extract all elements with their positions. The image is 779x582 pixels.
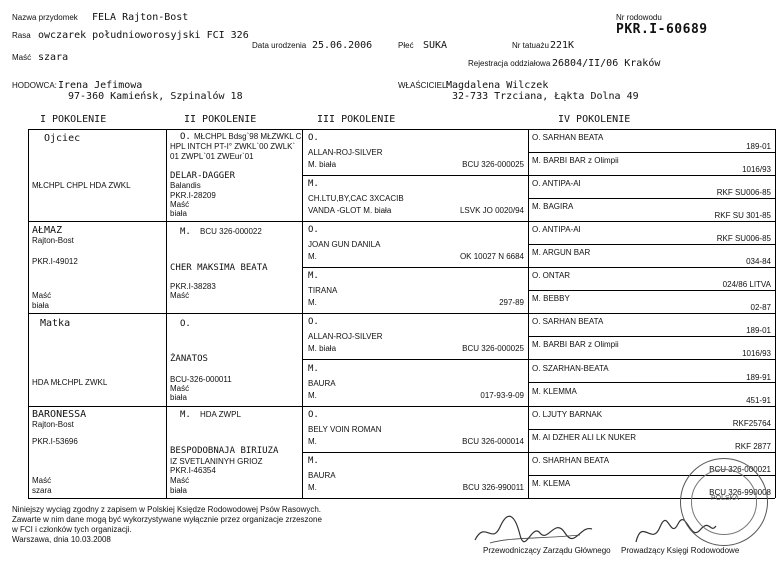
gen2-a-titles1: MŁCHPL Bdsg`98 MŁZWKL C	[194, 132, 302, 141]
birth-label: Data urodzenia	[252, 41, 307, 50]
gen2-c-name: ŻANATOS	[170, 354, 208, 364]
gen4-dam: M. BARBI BAR z Olimpii	[532, 156, 619, 165]
gen2-a-color-label: Maść	[170, 200, 190, 209]
column-header-gen2: II POKOLENIE	[184, 114, 257, 125]
column-header-gen3: III POKOLENIE	[317, 114, 396, 125]
gen2-c-reg: BCU-326-000011	[170, 375, 232, 384]
gen4-sire: O. ANTIPA-AI	[532, 225, 581, 235]
gen3-reg: LSVK JO 0020/94	[459, 206, 524, 216]
gen4-sire-reg: RKF25764	[732, 418, 771, 428]
sire-name: AŁMAZ	[32, 225, 63, 236]
gen4-dam: M. BAGIRA	[532, 202, 574, 212]
gen3-name: ALLAN-ROJ-SILVER	[308, 332, 383, 342]
sire-kennel: Rajton-Bost	[32, 236, 74, 245]
gen2-b-m: M.	[180, 227, 191, 237]
gen2-b-reg-top: BCU 326-000022	[200, 227, 262, 236]
gen3-sub: VANDA -GLOT M. biała	[308, 206, 392, 216]
signature-1-label: Przewodniczący Zarządu Głównego	[483, 546, 611, 555]
gen2-d-color-label: Maść	[170, 476, 190, 485]
column-header-gen1: I POKOLENIE	[40, 114, 107, 125]
gen4-sire-reg: RKF SU006-85	[716, 188, 771, 198]
gen3-name: BELY VOIN ROMAN	[308, 424, 382, 434]
gen3-marker: M.	[308, 271, 319, 282]
breed-label: Rasa	[12, 31, 31, 40]
gen3-reg: 297-89	[499, 298, 524, 308]
gen4-dam-reg: 451-91	[746, 395, 771, 405]
gen2-a-kennel: Balandis	[170, 181, 201, 190]
gen4-dam-reg: 1016/93	[742, 165, 771, 174]
gen2-d-reg: PKR.I-46354	[170, 466, 216, 475]
sex-value: SUKA	[423, 40, 448, 51]
breeder-address: 97-360 Kamieńsk, Szpinalów 18	[68, 91, 243, 102]
dam-kennel: Rajton-Bost	[32, 420, 74, 429]
gen3-sub: M.	[308, 298, 317, 308]
gen3-name: CH.LTU,BY,CAC 3XCACIB	[308, 194, 404, 204]
sex-label: Płeć	[398, 41, 414, 50]
gen3-marker: M.	[308, 363, 319, 374]
sire-reg: PKR.I-49012	[32, 257, 78, 266]
official-stamp-icon: POLSKA	[680, 458, 768, 546]
gen4-sire-reg: 189-91	[746, 372, 771, 382]
gen3-reg: OK 10027 N 6684	[459, 252, 524, 262]
gen2-b-name: CHER MAKSIMA BEATA	[170, 263, 268, 273]
gen4-dam-reg: RKF SU 301-85	[714, 211, 771, 221]
gen4-sire: O. SHARHAN BEATA	[532, 455, 610, 465]
dam-color-label: Maść	[32, 476, 52, 485]
gen3-sub: M.	[308, 482, 317, 492]
sire-label: Ojciec	[44, 133, 81, 144]
gen4-sire: O. LJUTY BARNAK	[532, 409, 603, 419]
gen2-c-color-label: Maść	[170, 384, 190, 393]
gen3-reg: 017-93-9-09	[480, 390, 524, 400]
gen4-sire: O. SARHAN BEATA	[532, 133, 604, 142]
gen2-a-titles3: 01 ZWPL`01 ZWEur`01	[170, 152, 254, 161]
gen4-dam: M. BARBI BAR z Olimpii	[532, 340, 619, 350]
owner2-address: 32-733 Trzciana, Łąkta Dolna 49	[452, 91, 639, 102]
gen2-a-reg: PKR.I-28209	[170, 191, 216, 200]
gen3-name: JOAN GUN DANILA	[308, 240, 381, 250]
registration-value: 26804/II/06 Kraków	[552, 58, 661, 69]
gen4-sire-reg: BCU 326-000021	[709, 464, 771, 474]
breeder-name: Irena Jefimowa	[58, 80, 143, 91]
gen2-a-color: biała	[170, 209, 187, 218]
gen3-sub: M. biała	[308, 160, 337, 169]
footer-line-4: Warszawa, dnia 10.03.2008	[12, 535, 111, 544]
gen2-d-color: biała	[170, 486, 187, 495]
birth-value: 25.06.2006	[312, 40, 373, 51]
gen4-dam-reg: 1016/93	[742, 349, 771, 359]
sire-titles: MŁCHPL CHPL HDA ZWKL	[32, 181, 131, 190]
gen4-dam: M. KLEMA	[532, 478, 571, 488]
pedigree-number-label: Nr rodowodu	[616, 13, 662, 22]
gen4-dam-reg: 034-84	[746, 257, 771, 267]
gen3-name: BAURA	[308, 470, 336, 480]
gen3-reg: BCU 326-000014	[462, 436, 524, 446]
column-header-gen4: IV POKOLENIE	[558, 114, 631, 125]
gen4-sire: O. ONTAR	[532, 271, 571, 281]
gen3-sub: M.	[308, 252, 317, 262]
gen3-marker: O.	[308, 317, 319, 328]
gen3-marker: O.	[308, 225, 319, 236]
sire-color: biała	[32, 301, 49, 310]
gen3-reg: BCU 326-990011	[462, 482, 524, 492]
gen2-c-o: O.	[180, 319, 191, 329]
signature-1-icon	[470, 505, 600, 550]
gen3-name: BAURA	[308, 378, 336, 388]
color-label: Maść	[12, 53, 32, 62]
dog-name: FELA Rajton-Bost	[92, 12, 189, 23]
color-value: szara	[38, 52, 69, 63]
pedigree-number: PKR.I-60689	[616, 22, 708, 37]
gen2-a-o: O.	[180, 132, 191, 142]
gen3-marker: O.	[308, 133, 319, 143]
gen4-sire-reg: 024/86 LITVA	[722, 280, 771, 290]
gen4-dam-reg: RKF 2877	[734, 441, 771, 451]
gen4-dam: M. BEBBY	[532, 294, 570, 304]
gen3-sub: M. biała	[308, 344, 337, 354]
footer-line-1: Niniejszy wyciąg zgodny z zapisem w Polskiej Księdze Rodowodowej Psów Rasowych.	[12, 505, 322, 514]
owner2-name: Magdalena Wilczek	[446, 80, 549, 91]
registration-label: Rejestracja oddziałowa	[468, 59, 551, 68]
gen4-dam-reg: 02-87	[750, 303, 771, 313]
dam-color: szara	[32, 486, 52, 495]
gen4-dam: M. AI DZHER ALI LK NUKER	[532, 432, 637, 442]
breeder-label: HODOWCA:	[12, 81, 57, 90]
gen4-sire: O. SARHAN BEATA	[532, 317, 604, 327]
tattoo-value: 221K	[550, 40, 575, 51]
gen4-dam: M. ARGUN BAR	[532, 248, 591, 258]
gen3-marker: O.	[308, 409, 319, 420]
gen2-b-reg: PKR.I-38283	[170, 282, 216, 291]
gen2-c-color: biała	[170, 393, 187, 402]
gen3-name: TIRANA	[308, 286, 338, 296]
gen2-a-titles2: HPL INTCH PT-I° ZWKL`00 ZWLK`	[170, 142, 296, 151]
dam-label: Matka	[40, 318, 71, 329]
dam-titles: HDA MŁCHPL ZWKL	[32, 378, 108, 387]
owner-label: Nazwa przydomek	[12, 13, 78, 22]
gen3-reg: BCU 326-000025	[462, 344, 524, 354]
gen4-dam: M. KLEMMA	[532, 386, 577, 396]
gen4-sire: O. SZARHAN-BEATA	[532, 363, 609, 373]
gen3-name: ALLAN-ROJ-SILVER	[308, 148, 383, 157]
gen4-sire-reg: 189-01	[746, 326, 771, 336]
gen3-sub: M.	[308, 436, 317, 446]
gen4-sire-reg: 189-01	[746, 142, 771, 151]
dam-reg: PKR.I-53696	[32, 437, 78, 446]
dam-name: BARONESSA	[32, 409, 87, 420]
gen2-d-name2: IZ SVETLANINYH GRIOZ	[170, 457, 263, 466]
gen2-d-name1: BESPODOBNAJA BIRIUZA	[170, 446, 279, 456]
gen4-sire: O. ANTIPA-AI	[532, 179, 581, 189]
gen2-a-name: DELAR-DAGGER	[170, 171, 236, 181]
owner2-label: WŁAŚCICIEL:	[398, 81, 449, 90]
gen4-dam-reg: BCU 326-990008	[709, 487, 771, 497]
footer-line-2: Zawarte w nim dane mogą być wykorzystywane wyłącznie przez organizacje zrzeszone	[12, 515, 322, 524]
signature-2-label: Prowadzący Księgi Rodowodowe	[621, 546, 740, 555]
gen3-sub: M.	[308, 390, 317, 400]
gen3-marker: M.	[308, 455, 319, 466]
gen3-reg: BCU 326-000025	[462, 160, 524, 169]
gen2-d-m: M.	[180, 410, 191, 420]
gen4-sire-reg: RKF SU006-85	[716, 234, 771, 244]
footer-line-3: w FCI i członków tych organizacji.	[12, 525, 132, 534]
gen2-b-color-label: Maść	[170, 291, 190, 300]
sire-color-label: Maść	[32, 291, 52, 300]
gen3-marker: M.	[308, 179, 319, 190]
breed-value: owczarek południoworosyjski FCI 326	[38, 30, 249, 41]
gen2-d-titles: HDA ZWPL	[200, 410, 241, 419]
tattoo-label: Nr tatuażu	[512, 41, 549, 50]
